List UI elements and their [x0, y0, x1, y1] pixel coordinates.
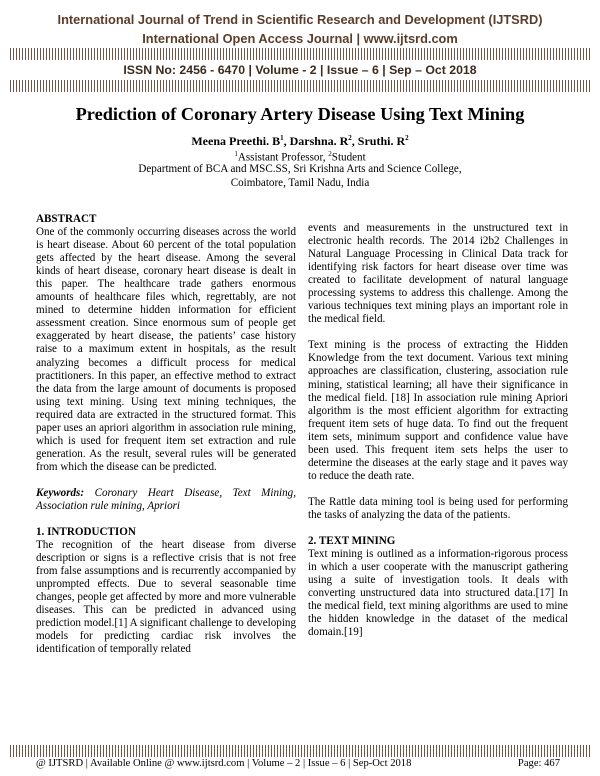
- journal-name: International Journal of Trend in Scientific Research and Development (IJTSRD): [57, 12, 543, 27]
- keywords-text: Coronary Heart Disease, Text Mining, Association rule mining, Apriori: [36, 486, 296, 512]
- keywords-label: Keywords:: [36, 486, 85, 499]
- keywords: [36, 487, 296, 513]
- left-column: [36, 213, 296, 657]
- author-3: , Sruthi. R: [351, 134, 406, 148]
- header-stripes-bottom: [10, 80, 590, 92]
- author-1: Meena Preethi. B: [191, 134, 281, 148]
- author-2-sup: 2: [348, 134, 352, 142]
- intro-heading: 1. INTRODUCTION: [36, 526, 136, 539]
- author-2: , Darshna. R: [283, 134, 349, 148]
- right-column: [308, 222, 568, 639]
- abstract-text: One of the commonly occurring diseases across the world is heart disease. About 60 percent of the total population gets affected by the heart disease. Among the several kinds of heart disease, coronary heart disease is dealt in this paper. The healthcare trade gathers enormous amounts of healthcare files which, regrettably, are not mined to determine hidden information for efficient assessment creation. Since enormous sum of people get exaggerated by heart disease, the patients’ case history raise to a maximum extent in hospitals, as the result analyzing becomes a difficult process for medical practitioners. In this paper, an effective method to extract the data from the large amount of documents is proposed using text mining. Using text mining techniques, the required data are extracted in the structured format. This paper uses an apriori algorithm in association rule mining, which is used for frequent item set extraction and rule generation. As the result, several rules will be generated from which the disease can be predicted.: [36, 226, 296, 473]
- abstract-heading: ABSTRACT: [36, 213, 97, 225]
- right-paragraph-2: Text mining is the process of extracting the Hidden Knowledge from the text document. Various text mining approaches are classification, clustering, association rule mining, statistical learning; all have their significance in the medical field. [18] In association rule mining Apriori algorithm is the most efficient algorithm for extracting frequent item sets of huge data. To find out the frequent item sets, minimum support and confidence value have been used. This frequent item sets helps the user to determine the diseases at the early stage and it paves way to reduce the death rate.: [308, 339, 568, 482]
- footer-stripes: [10, 745, 590, 757]
- page-number: Page: 467: [517, 758, 560, 769]
- role-1-sup: 1: [234, 150, 238, 158]
- text-mining-text: Text mining is outlined as a information-rigorous process in which a user cooperate with the manuscript gathering using a suite of investigation tools. It deals with converting unstructured data into structured data.[17] In the medical field, text mining algorithms are used to mine the hidden knowledge in the dataset of the medical domain.[19]: [308, 548, 568, 639]
- role-2: Student: [331, 151, 366, 164]
- author-roles: [0, 150, 600, 164]
- department: Department of BCA and MSC.SS, Sri Krishna Arts and Science College,: [138, 163, 462, 175]
- footer-text: @ IJTSRD | Available Online @ www.ijtsrd.com | Volume – 2 | Issue – 6 | Sep-Oct 2018: [36, 758, 412, 769]
- paper-authors: [0, 134, 600, 149]
- location: Coimbatore, Tamil Nadu, India: [230, 177, 370, 189]
- role-1: Assistant Professor,: [237, 151, 329, 164]
- right-paragraph-1: events and measurements in the unstructured text in electronic health records. The 2014 i2b2 Challenges in Natural Language Processing in Clinical Data track for identifying risk factors for heart disease over time was created to facilitate development of natural language processing systems to address this challenge. Among the various techniques text mining plays an important role in the medical field.: [308, 222, 568, 326]
- right-paragraph-3: The Rattle data mining tool is being used for performing the tasks of analyzing the data of the patients.: [308, 495, 568, 521]
- author-1-sup: 1: [280, 134, 284, 142]
- paper-title: Prediction of Coronary Artery Disease Using Text Mining: [75, 104, 525, 124]
- author-3-sup: 2: [405, 134, 409, 142]
- journal-access: International Open Access Journal | www.ijtsrd.com: [142, 31, 458, 46]
- text-mining-heading: 2. TEXT MINING: [308, 534, 396, 547]
- journal-issn: ISSN No: 2456 - 6470 | Volume - 2 | Issue – 6 | Sep – Oct 2018: [123, 63, 477, 77]
- header-stripes-top: [10, 48, 590, 60]
- role-2-sup: 2: [328, 150, 332, 158]
- intro-text: The recognition of the heart disease from diverse description or signs is a reflective crisis that is not free from false assumptions and is recurrently accompanied by unprompted effects. Due to several seasonable time changes, people get affected by more and more vulnerable diseases. This can be predicted in advanced using prediction model.[1] A significant challenge to developing models for predicting cardiac risk involves the identification of temporally related: [36, 539, 296, 656]
